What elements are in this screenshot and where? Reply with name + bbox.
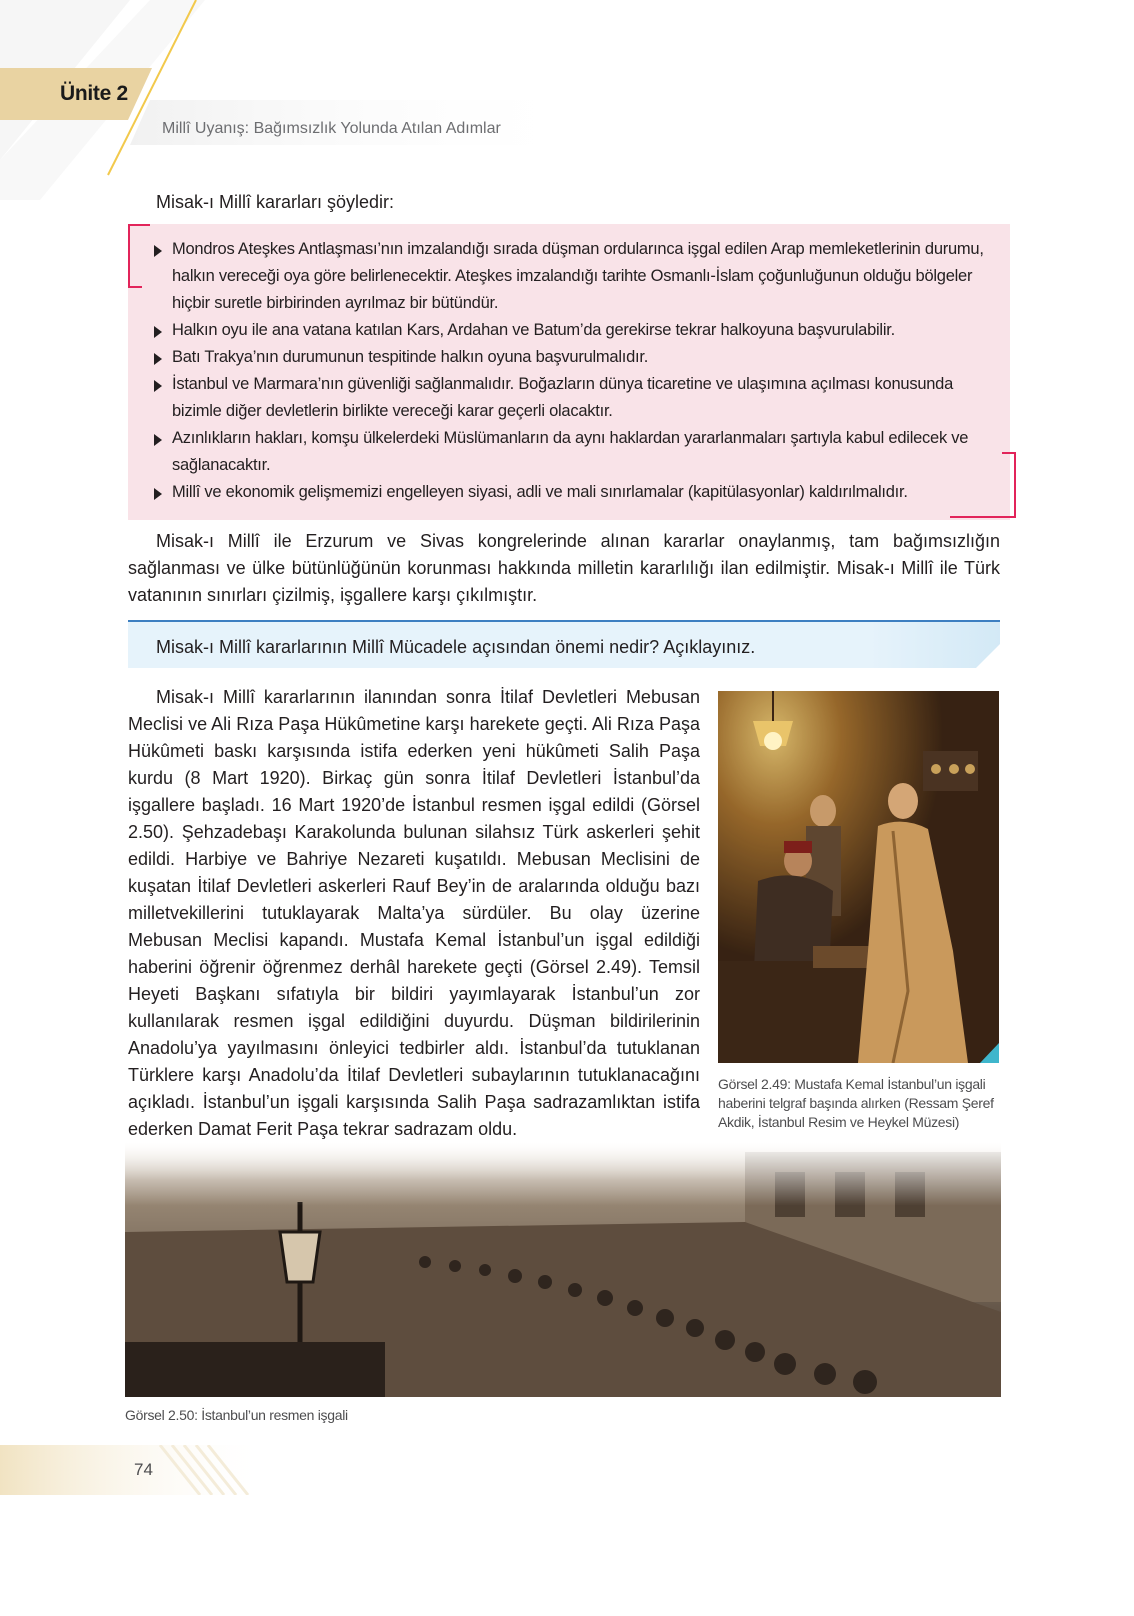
- paragraph-misak-summary: Misak-ı Millî ile Erzurum ve Sivas kongrelerinde alınan kararlar onaylanmış, tam bağımsızlığın sağlanması ve ülke bütünlüğünün korunması hakkında milletin kararlılığı ilan edilmiştir. Misak-ı Millî ile Türk vatanının sınırları çizilmiş, işgallere karşı çıkılmıştır.: [128, 531, 1000, 605]
- decision-item: Halkın oyu ile ana vatana katılan Kars, Ardahan ve Batum’da gerekirse tekrar halkoyuna başvurulabilir.: [150, 317, 990, 344]
- decisions-intro: Misak-ı Millî kararları şöyledir:: [156, 192, 395, 212]
- decision-item: Millî ve ekonomik gelişmemizi engelleyen siyasi, adli ve mali sınırlamalar (kapitülasyonlar) kaldırılmalıdır.: [150, 479, 990, 506]
- decisions-box: [128, 224, 1010, 520]
- bullet-triangle-icon: [154, 488, 162, 500]
- unit-label: Ünite 2: [60, 82, 128, 105]
- decision-item: Azınlıkların hakları, komşu ülkelerdeki Müslümanların da aynı haklardan yararlanmaları şartıyla kabul edilecek ve sağlanacaktır.: [150, 425, 990, 479]
- decision-item: İstanbul ve Marmara’nın güvenliği sağlanmalıdır. Boğazların dünya ticaretine ve ulaşımına açılması konusunda bizimle diğer devletlerin birlikte vereceği karar geçerli olacaktır.: [150, 371, 990, 425]
- bullet-triangle-icon: [154, 326, 162, 338]
- decision-item: Mondros Ateşkes Antlaşması’nın imzalandığı sırada düşman ordularınca işgal edilen Arap memleketlerinin durumu, halkın vereceği oya göre belirlenecektir. Ateşkes imzalandığı tarihte Osmanlı-İslam çoğunluğunun olduğu bölgeler hiçbir suretle birbirinden ayrılmaz bir bütündür.: [150, 236, 990, 317]
- decisions-list: [150, 236, 990, 506]
- painting-mustafa-kemal-telegraph: [718, 691, 999, 1063]
- bullet-triangle-icon: [154, 434, 162, 446]
- chapter-title: Millî Uyanış: Bağımsızlık Yolunda Atılan Adımlar: [162, 120, 501, 137]
- figure-2-49-caption: Görsel 2.49: Mustafa Kemal İstanbul’un işgali haberini telgraf başında alırken (Ressam Şeref Akdik, İstanbul Resim ve Heykel Müzesi): [718, 1076, 994, 1130]
- question-text: Misak-ı Millî kararlarının Millî Mücadele açısından önemi nedir? Açıklayınız.: [156, 637, 756, 657]
- bullet-triangle-icon: [154, 245, 162, 257]
- figure-2-50-caption: Görsel 2.50: İstanbul’un resmen işgali: [125, 1407, 348, 1423]
- header-decoration: [0, 0, 1134, 200]
- decision-item: Batı Trakya’nın durumunun tespitinde halkın oyuna başvurulmalıdır.: [150, 344, 990, 371]
- bullet-triangle-icon: [154, 380, 162, 392]
- photo-istanbul-occupation: [125, 1142, 1001, 1397]
- page-number: 74: [134, 1460, 153, 1479]
- bullet-triangle-icon: [154, 353, 162, 365]
- paragraph-istanbul-occupation: Misak-ı Millî kararlarının ilanından sonra İtilaf Devletleri Mebusan Meclisi ve Ali Rıza Paşa Hükûmetine karşı harekete geçti. Ali Rıza Paşa Hükûmeti baskı karşısında istifa ederken yeni hükûmeti Salih Paşa kurdu (8 Mart 1920). Birkaç gün sonra İtilaf Devletleri İstanbul’da işgallere başladı. 16 Mart 1920’de İstanbul resmen işgal edildi (Görsel 2.50). Şehzadebaşı Karakolunda bulunan silahsız Türk askerleri şehit edildi. Harbiye ve Bahriye Nezareti kuşatıldı. Mebusan Meclisini de kuşatan İtilaf Devletleri askerleri Rauf Bey’in de aralarında olduğu bazı milletvekillerini tutuklayarak Malta’ya sürdüler. Bu olay üzerine Mebusan Meclisi kapandı. Mustafa Kemal İstanbul’un işgal edildiği haberini öğrenir öğrenmez derhâl harekete geçti (Görsel 2.49). Temsil Heyeti Başkanı sıfatıyla bir bildiri yayımlayarak İstanbul’un zor kullanılarak resmen işgal edildiğini duyurdu. Düşman bildirilerinin Anadolu’ya yayılmasını önleyici tedbirler aldı. İstanbul’da tutuklanan Türklere karşı Anadolu’da İtilaf Devletleri subaylarının tutuklanacağını açıkladı. İstanbul’un işgali karşısında Salih Paşa sadrazamlıktan istifa ederken Damat Ferit Paşa tekrar sadrazam oldu.: [128, 687, 700, 1139]
